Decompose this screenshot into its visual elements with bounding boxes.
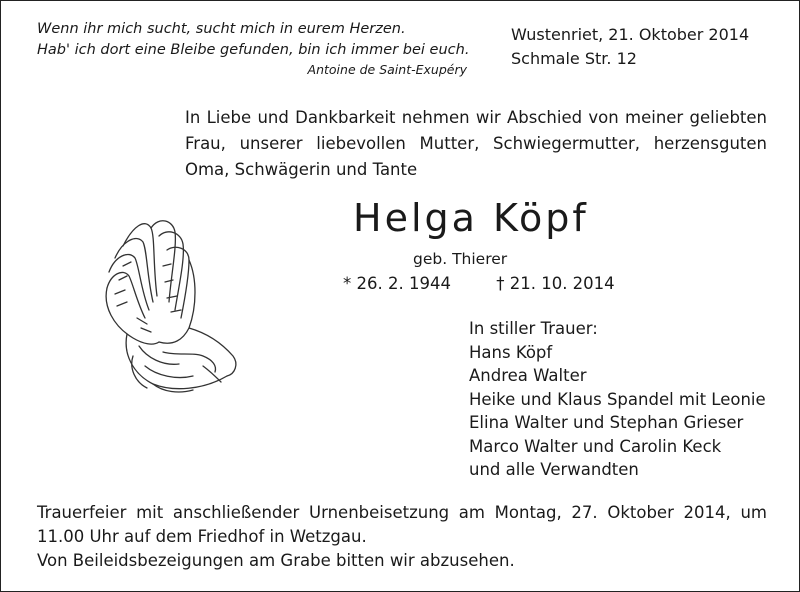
death-date: † 21. 10. 2014	[496, 274, 615, 293]
quote-line-2: Hab' ich dort eine Bleibe gefunden, bin ich immer bei euch.	[37, 42, 470, 58]
deceased-name: Helga Köpf	[353, 196, 589, 240]
place-and-date	[511, 23, 749, 71]
street-address: Schmale Str. 12	[511, 49, 637, 68]
mourners-heading: In stiller Trauer:	[469, 319, 598, 338]
mourner-entry: Hans Köpf	[469, 342, 553, 362]
mourner-entry: Andrea Walter	[469, 366, 587, 385]
mourners-list	[469, 317, 766, 482]
condolence-note: Von Beileidsbezeigungen am Grabe bitten wir abzusehen.	[37, 551, 515, 570]
mourner-entry: Marco Walter und Carolin Keck	[469, 436, 722, 456]
mourner-entry: Elina Walter und Stephan Grieser	[469, 413, 744, 432]
praying-hands-icon	[93, 206, 253, 396]
memorial-quote	[37, 19, 477, 79]
funeral-line-2: 11.00 Uhr auf dem Friedhof in Wetzgau.	[37, 527, 367, 546]
funeral-line-1: Trauerfeier mit anschließender Urnenbeisetzung am Montag, 27. Oktober 2014, um	[37, 503, 767, 522]
location-date: Wustenriet, 21. Oktober 2014	[511, 25, 750, 44]
quote-line-1: Wenn ihr mich sucht, sucht mich in eurem Herzen.	[37, 21, 406, 37]
life-dates	[343, 272, 615, 296]
maiden-name: geb. Thierer	[413, 250, 508, 268]
mourner-entry: Heike und Klaus Spandel mit Leonie	[469, 389, 766, 409]
intro-text: In Liebe und Dankbarkeit nehmen wir Abschied von meiner geliebten Frau, unserer liebevollen Mutter, Schwiegermutter, herzensguten Oma, Schwägerin und Tante	[185, 108, 767, 179]
funeral-details	[37, 501, 767, 573]
birth-date: * 26. 2. 1944	[343, 274, 451, 293]
mourner-entry: und alle Verwandten	[469, 460, 639, 479]
quote-author: Antoine de Saint-Exupéry	[307, 62, 467, 77]
